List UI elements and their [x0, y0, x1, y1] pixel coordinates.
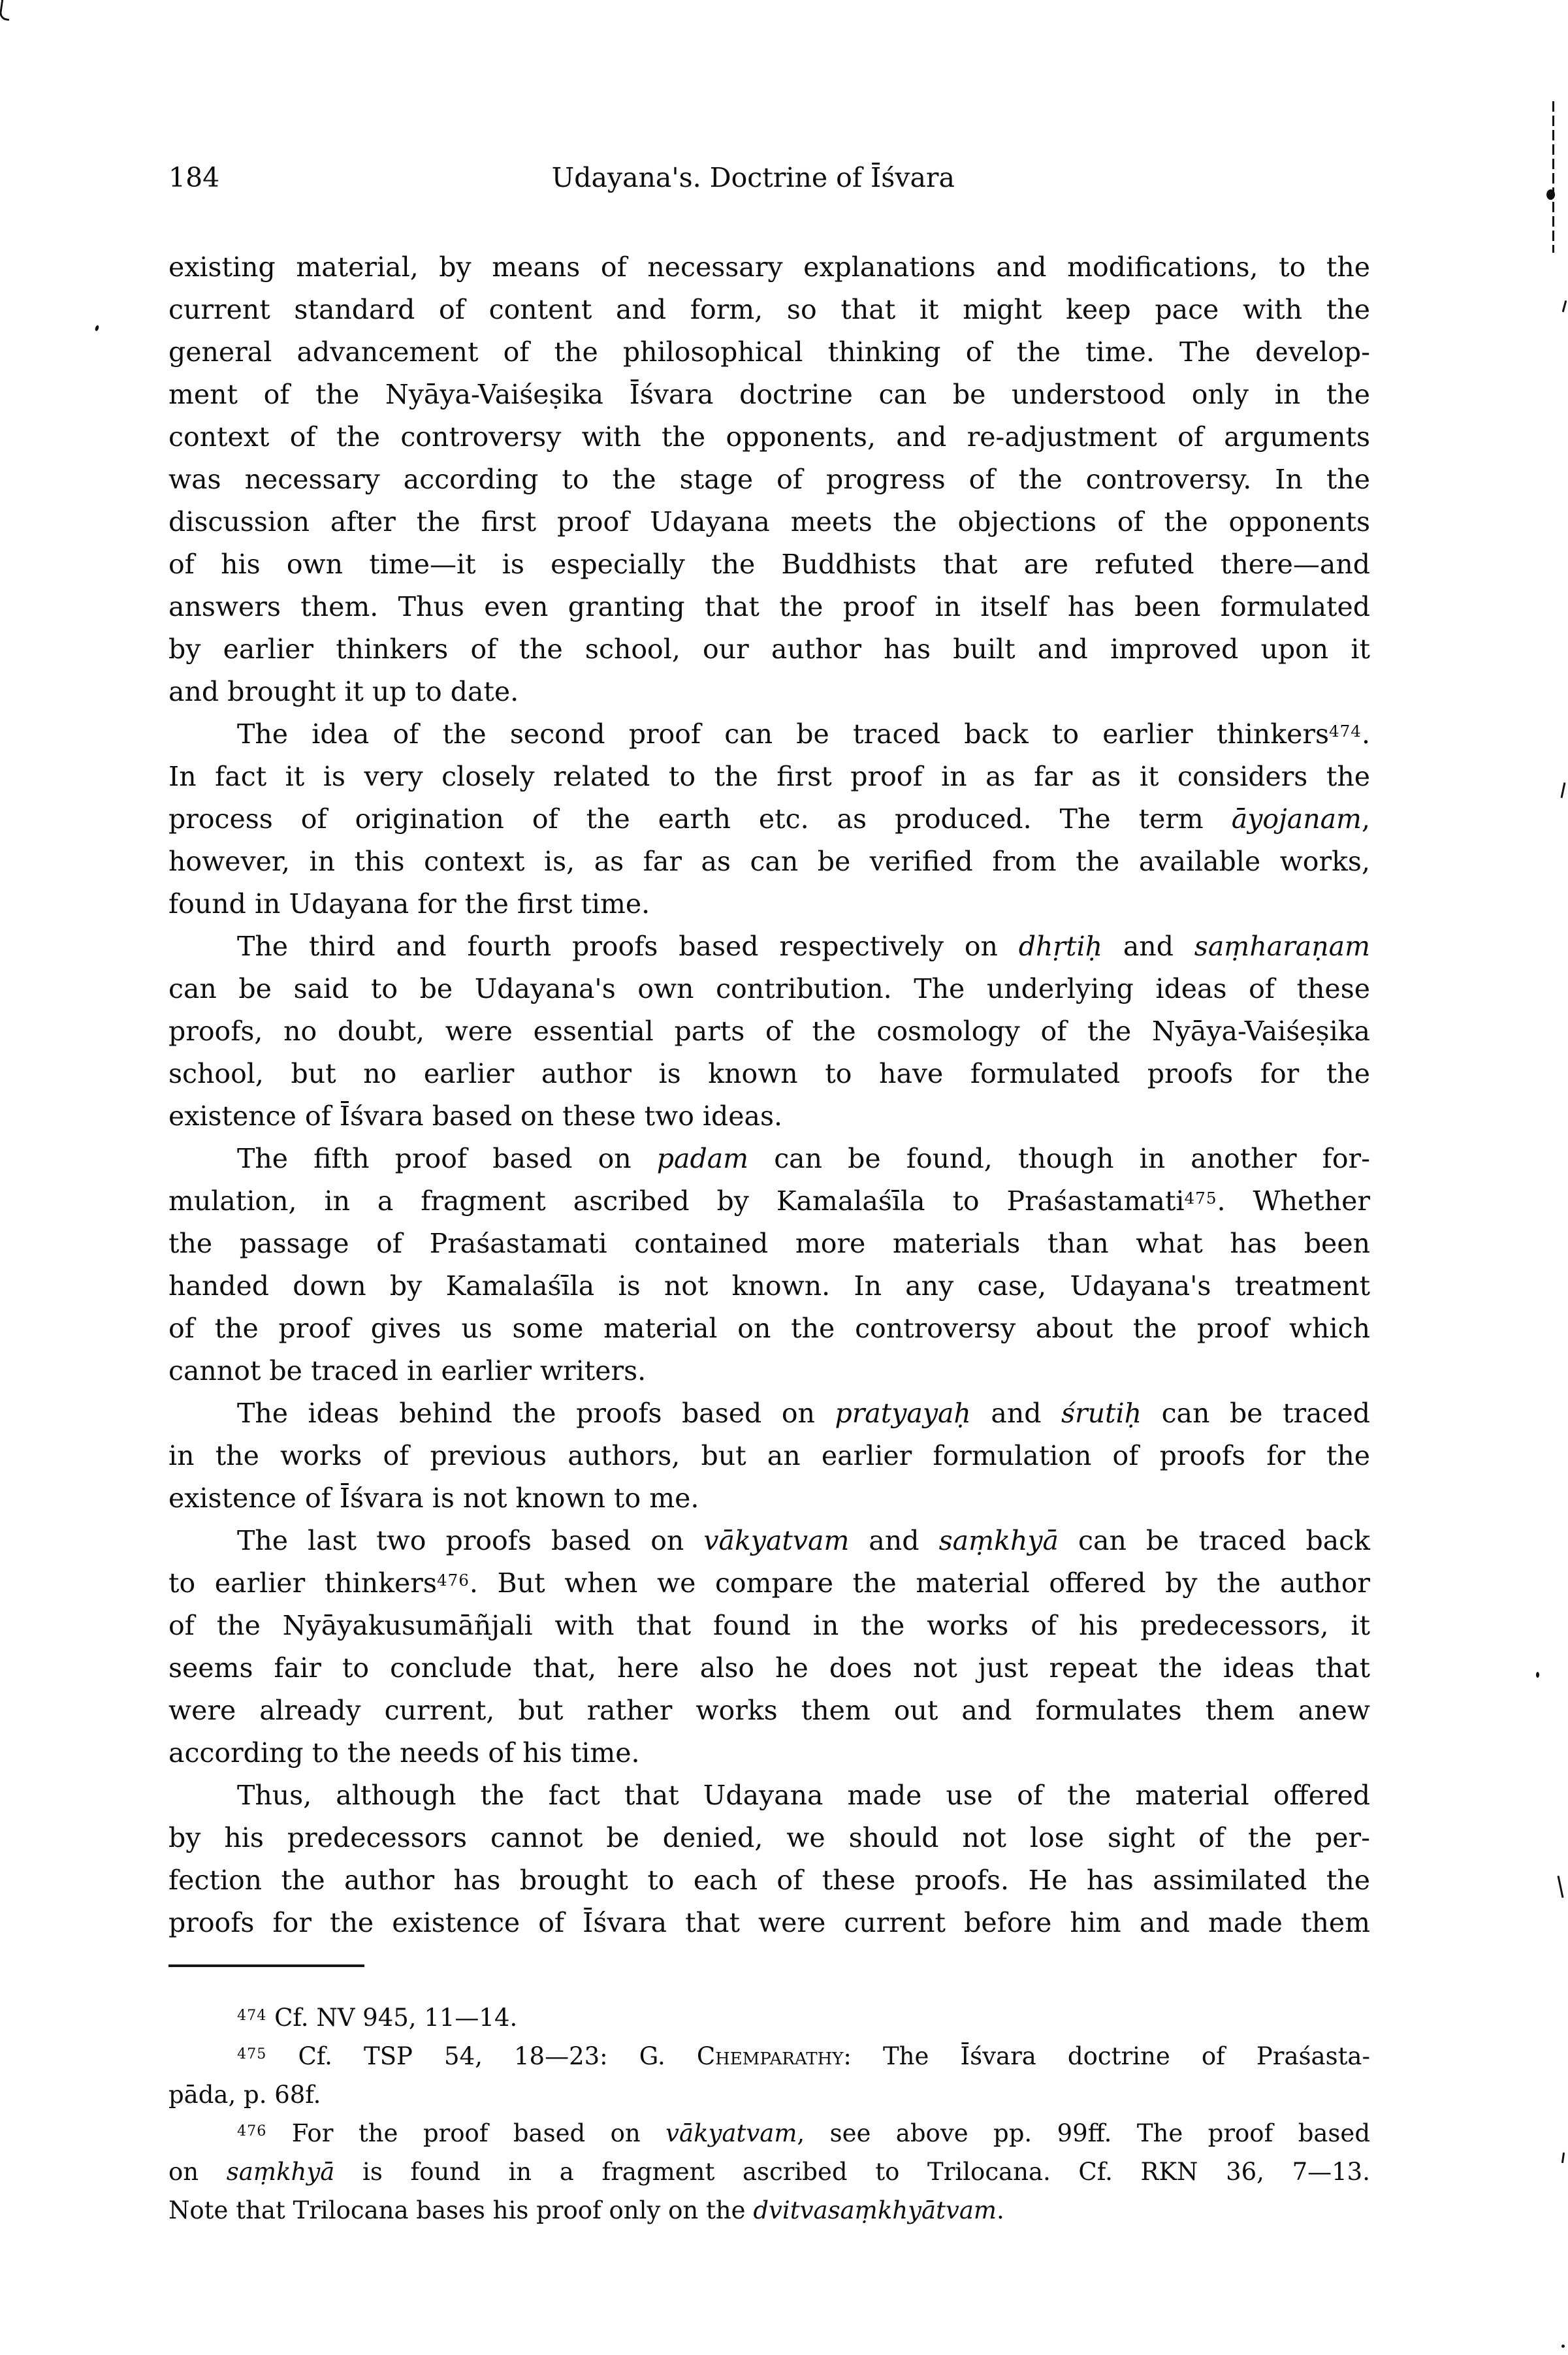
text-segment: was necessary according to the stage of progress of the controversy. In the: [168, 464, 1370, 495]
text-segment: existence of Īśvara is not known to me.: [168, 1482, 699, 1514]
text-segment: context of the controversy with the opponents, and re-adjustment of arguments: [168, 421, 1370, 453]
text-line: [168, 374, 1370, 416]
text-segment: .: [997, 2196, 1004, 2224]
text-line: [168, 1859, 1370, 1902]
footnote-reference: 476: [436, 1570, 470, 1590]
text-line: [168, 628, 1370, 671]
text-segment: The idea of the second proof can be traced back to earlier thinkers: [237, 718, 1329, 750]
text-line: [168, 841, 1370, 883]
running-title: Udayana's. Doctrine of Īśvara: [551, 162, 955, 193]
text-segment: by his predecessors cannot be denied, we should not lose sight of the per-: [168, 1822, 1370, 1853]
text-segment: can be found, though in another for-: [748, 1143, 1370, 1174]
text-segment: fection the author has brought to each of these proofs. He has assimilated the: [168, 1865, 1370, 1896]
text-segment: and: [1102, 931, 1194, 962]
text-line: [168, 1998, 1370, 2037]
italic-term: vākyatvam: [665, 2119, 797, 2147]
text-line: [168, 883, 1370, 925]
footnote-reference: 475: [1184, 1188, 1217, 1208]
text-line: [168, 543, 1370, 586]
text-segment: ,: [1361, 803, 1370, 835]
text-line: [168, 458, 1370, 501]
text-segment: on: [168, 2158, 227, 2186]
italic-term: padam: [656, 1143, 749, 1174]
text-line: [168, 1477, 1370, 1520]
text-segment: can be traced back: [1059, 1525, 1370, 1556]
text-segment: discussion after the first proof Udayana meets the objections of the opponents: [168, 506, 1370, 537]
text-line: [168, 1902, 1370, 1944]
body-paragraph: [168, 1520, 1370, 1774]
text-line: [168, 1307, 1370, 1350]
footnote: [168, 2037, 1370, 2114]
text-segment: existing material, by means of necessary explanations and modifications, to the: [168, 251, 1370, 283]
body-paragraph: [168, 1138, 1370, 1392]
text-segment: Chemparathy: [696, 2042, 844, 2070]
italic-term: śrutiḥ: [1061, 1398, 1142, 1429]
text-segment: answers them. Thus even granting that the proof in itself has been formulated: [168, 591, 1370, 622]
page-number: 184: [168, 162, 220, 193]
scan-artifact: [95, 325, 100, 331]
text-segment: For the proof based on: [266, 2119, 666, 2147]
text-line: [168, 246, 1370, 289]
text-segment: and: [849, 1525, 939, 1556]
scan-artifact: [1557, 1876, 1563, 1898]
italic-term: dvitvasaṃkhyātvam: [753, 2196, 997, 2224]
text-line: [168, 1774, 1370, 1817]
text-line: [168, 798, 1370, 841]
italic-term: saṃkhyā: [938, 1525, 1059, 1556]
scan-artifact: [1552, 101, 1554, 253]
text-line: [168, 2037, 1370, 2075]
text-segment: mulation, in a fragment ascribed by Kamalaśīla to Praśastamati: [168, 1185, 1185, 1217]
text-segment: current standard of content and form, so that it might keep pace with the: [168, 294, 1370, 325]
text-segment: can be said to be Udayana's own contribution. The underlying ideas of these: [168, 973, 1370, 1004]
text-line: [168, 331, 1370, 374]
text-segment: The third and fourth proofs based respectively on: [237, 931, 1019, 962]
body-paragraph: [168, 925, 1370, 1138]
text-segment: to earlier thinkers: [168, 1567, 437, 1599]
text-line: [168, 1647, 1370, 1690]
text-segment: can be traced: [1142, 1398, 1370, 1429]
text-segment: .: [1361, 718, 1370, 750]
text-line: [168, 1605, 1370, 1647]
text-line: [168, 1435, 1370, 1477]
text-segment: The fifth proof based on: [237, 1143, 657, 1174]
text-segment: by earlier thinkers of the school, our author has built and improved upon it: [168, 633, 1370, 665]
text-segment: Cf. NV 945, 11—14.: [266, 2004, 518, 2032]
scan-artifact: [1561, 2345, 1565, 2348]
text-segment: school, but no earlier author is known to have formulated proofs for the: [168, 1058, 1370, 1089]
text-line: [168, 1095, 1370, 1138]
body-text: [168, 246, 1370, 1944]
text-segment: in the works of previous authors, but an earlier formulation of proofs for the: [168, 1440, 1370, 1471]
text-segment: of the proof gives us some material on the controversy about the proof which: [168, 1313, 1370, 1344]
body-paragraph: [168, 1774, 1370, 1944]
text-line: [168, 1562, 1370, 1605]
text-segment: Cf. TSP 54, 18—23: G.: [266, 2042, 697, 2070]
text-line: [168, 968, 1370, 1010]
text-segment: and: [970, 1398, 1062, 1429]
text-segment: were already current, but rather works them out and formulates them anew: [168, 1695, 1370, 1726]
italic-term: saṃharaṇam: [1194, 931, 1370, 962]
italic-term: saṃkhyā: [226, 2158, 335, 2186]
text-line: [168, 289, 1370, 331]
text-segment: The last two proofs based on: [237, 1525, 704, 1556]
body-paragraph: [168, 713, 1370, 925]
footnote: [168, 1998, 1370, 2037]
footnote-reference: 476: [237, 2122, 267, 2139]
text-segment: . But when we compare the material offered by the author: [469, 1567, 1370, 1599]
scan-artifact: [1561, 782, 1566, 798]
text-line: [168, 1053, 1370, 1095]
text-line: [168, 1690, 1370, 1732]
footnote-reference: 475: [237, 2045, 267, 2062]
text-segment: ment of the Nyāya-Vaiśeṣika Īśvara doctrine can be understood only in the: [168, 379, 1370, 410]
italic-term: āyojanam: [1231, 803, 1362, 835]
text-segment: of his own time—it is especially the Buddhists that are refuted there—and: [168, 549, 1370, 580]
text-line: [168, 586, 1370, 628]
text-segment: proofs, no doubt, were essential parts of the cosmology of the Nyāya-Vaiśeṣika: [168, 1016, 1370, 1047]
italic-term: dhṛtiḥ: [1018, 931, 1103, 962]
text-segment: according to the needs of his time.: [168, 1737, 640, 1769]
text-line: [168, 2191, 1370, 2230]
text-line: [168, 1180, 1370, 1223]
text-segment: general advancement of the philosophical thinking of the time. The develop-: [168, 336, 1370, 368]
footnote-reference: 474: [237, 2006, 267, 2024]
text-segment: . Whether: [1217, 1185, 1370, 1217]
text-line: [168, 1392, 1370, 1435]
footnote-reference: 474: [1329, 721, 1362, 741]
text-segment: proofs for the existence of Īśvara that were current before him and made them: [168, 1907, 1370, 1938]
scan-artifact: [1536, 1672, 1539, 1678]
footnote: [168, 2114, 1370, 2230]
text-line: [168, 756, 1370, 798]
text-segment: found in Udayana for the first time.: [168, 888, 650, 920]
text-segment: seems fair to conclude that, here also he does not just repeat the ideas that: [168, 1652, 1370, 1684]
footnote-separator: [168, 1964, 364, 1967]
text-segment: The ideas behind the proofs based on: [237, 1398, 835, 1429]
scan-artifact: [0, 0, 12, 21]
text-segment: however, in this context is, as far as can be verified from the available works,: [168, 846, 1370, 877]
text-segment: : The Īśvara doctrine of Praśasta-: [843, 2042, 1370, 2070]
text-segment: In fact it is very closely related to the first proof in as far as it considers the: [168, 761, 1370, 792]
text-segment: of the Nyāyakusumāñjali with that found in the works of his predecessors, it: [168, 1610, 1370, 1641]
text-segment: cannot be traced in earlier writers.: [168, 1355, 647, 1386]
text-line: [168, 1350, 1370, 1392]
text-line: [168, 1138, 1370, 1180]
page-header: [168, 157, 1370, 199]
scan-artifact: [1562, 300, 1567, 312]
text-line: [168, 1223, 1370, 1265]
body-paragraph: [168, 246, 1370, 713]
text-segment: , see above pp. 99ff. The proof based: [797, 2119, 1371, 2147]
text-line: [168, 925, 1370, 968]
text-segment: process of origination of the earth etc. as produced. The term: [168, 803, 1232, 835]
text-line: [168, 2114, 1370, 2153]
text-line: [168, 1520, 1370, 1562]
text-line: [168, 2153, 1370, 2191]
text-line: [168, 1732, 1370, 1774]
text-segment: handed down by Kamalaśīla is not known. In any case, Udayana's treatment: [168, 1270, 1370, 1302]
text-segment: pāda, p. 68f.: [168, 2081, 321, 2109]
italic-term: pratyayaḥ: [835, 1398, 971, 1429]
scan-artifact: [1561, 2153, 1565, 2163]
text-line: [168, 501, 1370, 543]
footnotes: [168, 1998, 1370, 2230]
text-segment: is found in a fragment ascribed to Trilocana. Cf. RKN 36, 7—13.: [334, 2158, 1370, 2186]
body-paragraph: [168, 1392, 1370, 1520]
scan-artifact: [1546, 189, 1555, 200]
text-segment: and brought it up to date.: [168, 676, 519, 707]
text-segment: the passage of Praśastamati contained more materials than what has been: [168, 1228, 1370, 1259]
text-segment: Note that Trilocana bases his proof only on the: [168, 2196, 754, 2224]
text-line: [168, 1817, 1370, 1859]
text-segment: Thus, although the fact that Udayana made use of the material offered: [237, 1780, 1370, 1811]
text-line: [168, 2075, 1370, 2114]
text-line: [168, 1010, 1370, 1053]
italic-term: vākyatvam: [703, 1525, 850, 1556]
text-line: [168, 416, 1370, 458]
text-segment: existence of Īśvara based on these two ideas.: [168, 1100, 783, 1132]
text-line: [168, 713, 1370, 756]
text-line: [168, 671, 1370, 713]
text-line: [168, 1265, 1370, 1307]
